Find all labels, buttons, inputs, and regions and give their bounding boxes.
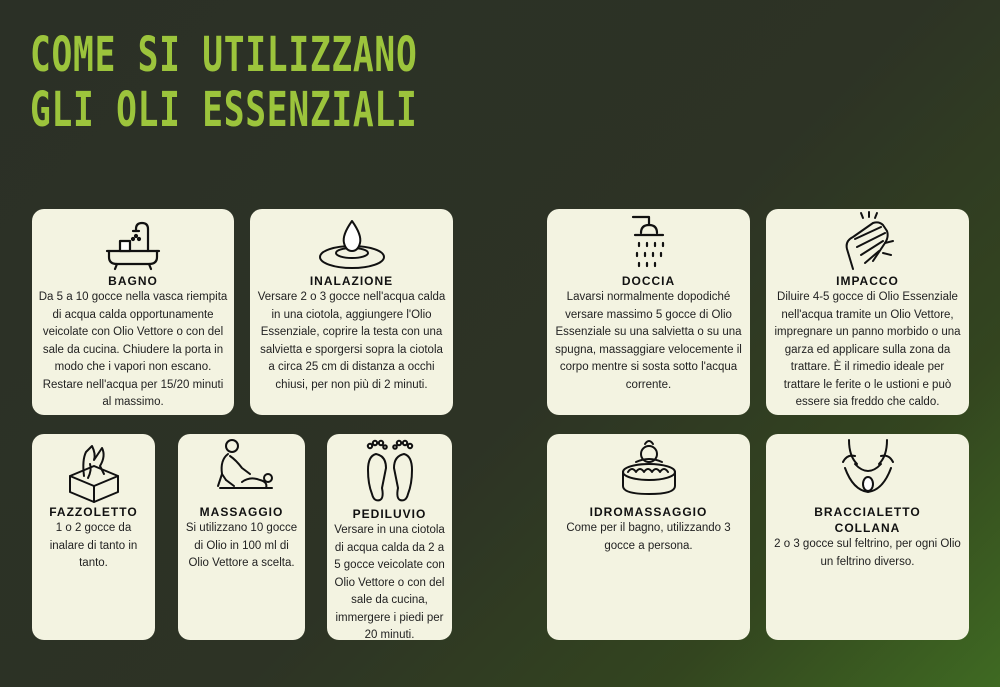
massage-icon: [206, 434, 278, 504]
card-massaggio-heading: MASSAGGIO: [199, 505, 284, 519]
card-bagno-heading: BAGNO: [108, 274, 158, 288]
hot-tub-icon: [614, 434, 684, 504]
necklace-icon: [833, 434, 903, 504]
card-impacco-heading: IMPACCO: [836, 274, 899, 288]
card-inalazione-heading: INALAZIONE: [309, 274, 394, 288]
title-line-2: GLI OLI ESSENZIALI: [30, 82, 418, 138]
bathtub-icon: [98, 209, 168, 273]
shower-icon: [619, 209, 679, 273]
card-bagno: [32, 209, 234, 415]
card-impacco-text: Diluire 4-5 gocce di Olio Essenziale nell'acqua tramite un Olio Vettore, impregnare un panno morbido o una garza ed applicare sulla zona da trattare. È il rimedio ideale per trattare le ferite o le ustioni e può essere sia freddo che caldo.: [774, 291, 961, 408]
card-inalazione: [250, 209, 453, 415]
feet-icon: [354, 434, 426, 506]
card-bagno-text: Da 5 a 10 gocce nella vasca riempita di acqua calda opportunamente veicolate con Olio Vettore o con del sale da cucina. Chiudere la porta in modo che i vapori non escano. Restare nell'acqua per 15/20 minuti al massimo.: [38, 291, 228, 408]
card-idromassaggio-heading: IDROMASSAGGIO: [589, 505, 708, 519]
card-braccialetto-heading: BRACCIALETTO: [814, 505, 921, 519]
card-collana-heading: COLLANA: [834, 521, 901, 535]
title-line-1: COME SI UTILIZZANO: [30, 27, 418, 83]
bandaged-hand-icon: [833, 209, 903, 273]
card-doccia: [547, 209, 750, 415]
tissue-box-icon: [62, 434, 126, 504]
card-idromassaggio: [547, 434, 750, 640]
card-doccia-text: Lavarsi normalmente dopodiché versare massimo 5 gocce di Olio Essenziale su una salvietta o su una spugna, massaggiare velocemente il corpo mentre si sosta sotto l'acqua corrente.: [555, 291, 742, 391]
card-pediluvio-heading: PEDILUVIO: [352, 507, 427, 521]
drop-bowl-icon: [312, 209, 392, 273]
card-doccia-heading: DOCCIA: [621, 274, 676, 288]
card-massaggio-text: Si utilizzano 10 gocce di Olio in 100 ml di Olio Vettore a scelta.: [185, 522, 298, 569]
card-pediluvio: [327, 434, 452, 640]
card-braccialetto: [766, 434, 969, 640]
card-fazzoletto-text: 1 o 2 gocce da inalare di tanto in tanto.: [49, 522, 138, 569]
card-fazzoletto: [32, 434, 155, 640]
card-braccialetto-text: 2 o 3 gocce sul feltrino, per ogni Olio un feltrino diverso.: [774, 538, 961, 568]
page-title: [30, 28, 417, 138]
card-massaggio: [178, 434, 305, 640]
card-impacco: [766, 209, 969, 415]
card-pediluvio-text: Versare in una ciotola di acqua calda da 2 a 5 gocce veicolate con Olio Vettore o con del sale da cucina, immergere i piedi per 20 minuti.: [334, 524, 445, 641]
card-inalazione-text: Versare 2 o 3 gocce nell'acqua calda in una ciotola, aggiungere l'Olio Essenziale, coprire la testa con una salvietta e sporgersi sopra la ciotola a circa 25 cm di distanza a occhi chiusi, per non più di 2 minuti.: [257, 291, 446, 391]
card-fazzoletto-heading: FAZZOLETTO: [49, 505, 138, 519]
card-idromassaggio-text: Come per il bagno, utilizzando 3 gocce a persona.: [566, 522, 731, 552]
